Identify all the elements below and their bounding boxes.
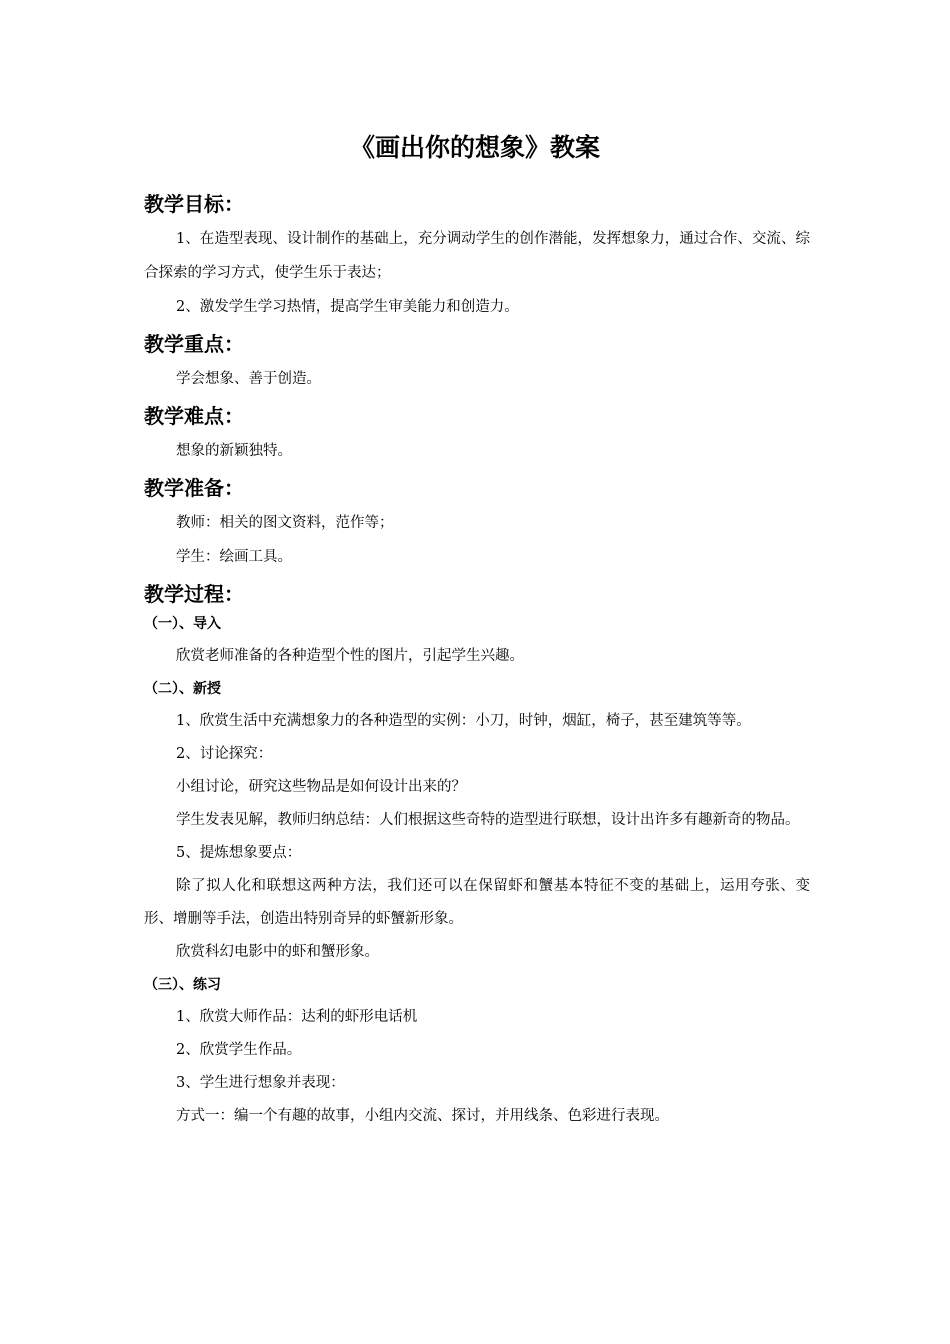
practice-paragraph-3: 3、学生进行想象并表现： [176, 1075, 345, 1091]
new-paragraph-6: 除了拟人化和联想这两种方法，我们还可以在保留虾和蟹基本特征不变的基础上，运用夸张、变形、增删等手法，创造出特别奇异的虾蟹新形象。 [144, 878, 810, 927]
heading-keypoints: 教学重点： [144, 332, 244, 356]
heading-preparation: 教学准备： [144, 476, 244, 500]
subheading-intro: （一）、导入 [144, 616, 221, 632]
practice-paragraph-2: 2、欣赏学生作品。 [176, 1042, 302, 1058]
intro-paragraph-1: 欣赏老师准备的各种造型个性的图片，引起学生兴趣。 [176, 648, 524, 664]
objectives-paragraph-2: 2、激发学生学习热情，提高学生审美能力和创造力。 [176, 299, 519, 315]
difficulties-paragraph-1: 想象的新颖独特。 [176, 443, 292, 459]
document-body [144, 184, 810, 1133]
subheading-new: （二）、新授 [144, 681, 221, 697]
keypoints-paragraph-1: 学会想象、善于创造。 [176, 371, 321, 387]
objectives-paragraph-1: 1、在造型表现、设计制作的基础上，充分调动学生的创作潜能，发挥想象力，通过合作、交流、综合探索的学习方式，使学生乐于表达； [144, 231, 810, 281]
new-paragraph-2: 2、讨论探究： [176, 746, 273, 762]
preparation-paragraph-2: 学生：绘画工具。 [176, 549, 292, 565]
new-paragraph-4: 学生发表见解，教师归纳总结：人们根据这些奇特的造型进行联想，设计出许多有趣新奇的物品。 [176, 812, 800, 828]
heading-objectives: 教学目标： [144, 192, 244, 216]
new-paragraph-1: 1、欣赏生活中充满想象力的各种造型的实例：小刀，时钟，烟缸，椅子，甚至建筑等等。 [176, 713, 751, 729]
preparation-paragraph-1: 教师：相关的图文资料，范作等； [176, 515, 394, 531]
document-title: 《画出你的想象》教案 [349, 133, 600, 162]
new-paragraph-3: 小组讨论，研究这些物品是如何设计出来的？ [176, 779, 466, 795]
subheading-practice: （三）、练习 [144, 977, 221, 993]
heading-process: 教学过程： [144, 582, 244, 606]
new-paragraph-7: 欣赏科幻电影中的虾和蟹形象。 [176, 944, 379, 960]
heading-difficulties: 教学难点： [144, 404, 244, 428]
new-paragraph-5: 5、提炼想象要点： [176, 845, 302, 861]
practice-paragraph-1: 1、欣赏大师作品：达利的虾形电话机 [176, 1009, 418, 1025]
practice-paragraph-4: 方式一：编一个有趣的故事，小组内交流、探讨，并用线条、色彩进行表现。 [176, 1108, 669, 1124]
